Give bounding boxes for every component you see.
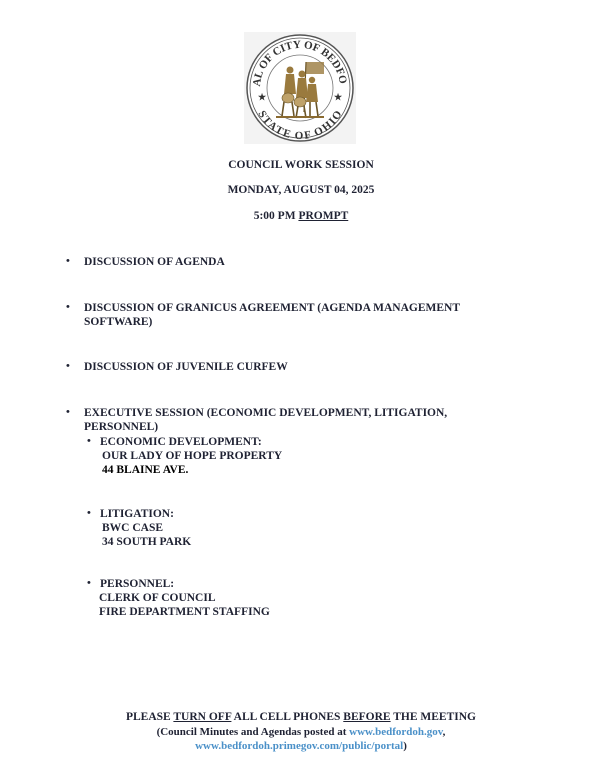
bullet: •	[66, 301, 70, 313]
agenda-item: DISCUSSION OF AGENDA	[84, 256, 225, 268]
agenda-item: DISCUSSION OF JUVENILE CURFEW	[84, 361, 288, 373]
meeting-time	[0, 210, 602, 222]
portal-link[interactable]: www.bedfordoh.primegov.com/public/portal	[195, 740, 404, 752]
svg-text:★: ★	[334, 92, 343, 102]
sub-bullet: •	[87, 577, 91, 589]
website-link[interactable]: www.bedfordoh.gov	[349, 726, 443, 738]
sub-bullet: •	[87, 507, 91, 519]
seal-top-text: AL OF CITY OF BEDFO	[250, 38, 349, 88]
agenda-item: EXECUTIVE SESSION (ECONOMIC DEVELOPMENT, LITIGATION, PERSONNEL)	[84, 407, 448, 433]
phones-notice: PLEASE TURN OFF ALL CELL PHONES BEFORE THE MEETING	[125, 711, 477, 723]
meeting-time-emphasis: PROMPT	[298, 210, 349, 222]
seal-bottom-text: STATE OF OHIO	[255, 108, 345, 143]
meeting-time-value: 5:00 PM	[253, 210, 296, 222]
bullet: •	[66, 406, 70, 418]
posting-note: (Council Minutes and Agendas posted at www.bedfordoh.gov, www.bedfordoh.primegov.com/public/portal)	[156, 726, 446, 752]
sub-bullet: •	[87, 435, 91, 447]
agenda-item: DISCUSSION OF GRANICUS AGREEMENT (AGENDA MANAGEMENT SOFTWARE)	[84, 302, 461, 328]
svg-text:★: ★	[258, 92, 267, 102]
sub-item-litigation: LITIGATION: BWC CASE 34 SOUTH PARK	[100, 508, 192, 548]
meeting-title: COUNCIL WORK SESSION	[228, 159, 374, 171]
meeting-date: MONDAY, AUGUST 04, 2025	[227, 184, 375, 196]
bullet: •	[66, 255, 70, 267]
sub-item-personnel: PERSONNEL: CLERK OF COUNCIL FIRE DEPARTMENT STAFFING	[99, 578, 270, 618]
sub-item-economic-development: ECONOMIC DEVELOPMENT: OUR LADY OF HOPE PROPERTY 44 BLAINE AVE.	[100, 436, 283, 476]
city-seal-logo	[244, 32, 356, 144]
bullet: •	[66, 360, 70, 372]
